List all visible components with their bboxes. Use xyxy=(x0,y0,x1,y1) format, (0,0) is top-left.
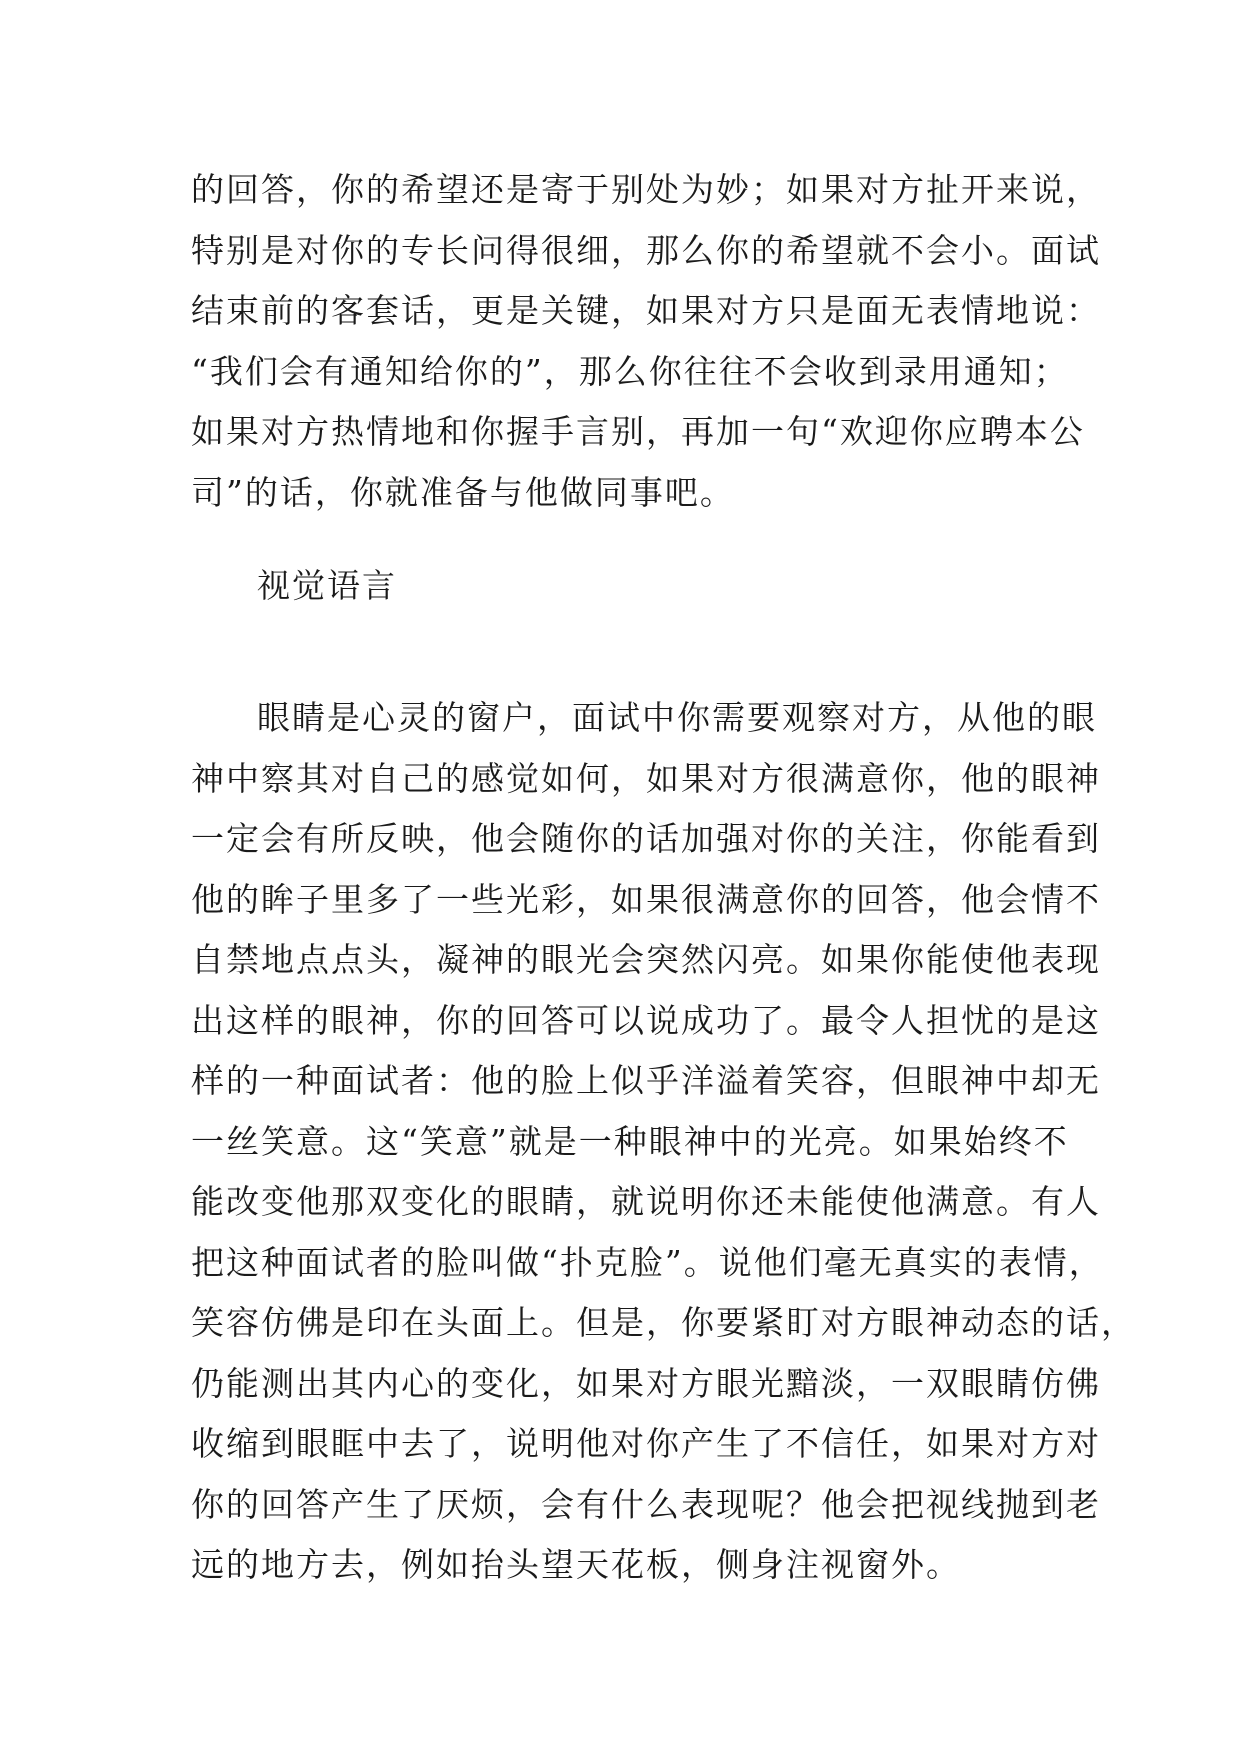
paragraph-line: 笑容仿佛是印在头面上。但是，你要紧盯对方眼神动态的话， xyxy=(191,1303,1136,1342)
paragraph-line: 远的地方去，例如抬头望天花板，侧身注视窗外。 xyxy=(191,1545,961,1584)
paragraph-line: 一丝笑意。这“笑意”就是一种眼神中的光亮。如果始终不 xyxy=(191,1121,1069,1161)
paragraph-line: 仍能测出其内心的变化，如果对方眼光黯淡，一双眼睛仿佛 xyxy=(191,1363,1101,1403)
paragraph-continued xyxy=(191,160,1101,523)
paragraph-line: 的回答，你的希望还是寄于别处为妙；如果对方扯开来说， xyxy=(191,170,1101,209)
paragraph-visual-language xyxy=(191,688,1136,1596)
paragraph-line: 一定会有所反映，他会随你的话加强对你的关注，你能看到 xyxy=(191,819,1101,858)
paragraph-line: 出这样的眼神，你的回答可以说成功了。最令人担忧的是这 xyxy=(191,1000,1101,1040)
paragraph-line: 司”的话，你就准备与他做同事吧。 xyxy=(191,472,735,512)
paragraph-line: 神中察其对自己的感觉如何，如果对方很满意你，他的眼神 xyxy=(191,758,1101,798)
paragraph-line: 眼睛是心灵的窗户，面试中你需要观察对方，从他的眼 xyxy=(257,698,1097,737)
paragraph-line: 结束前的客套话，更是关键，如果对方只是面无表情地说： xyxy=(191,291,1101,330)
paragraph-line: 收缩到眼眶中去了，说明他对你产生了不信任，如果对方对 xyxy=(191,1424,1101,1463)
section-heading: 视觉语言 xyxy=(257,566,397,605)
paragraph-line: 能改变他那双变化的眼睛，就说明你还未能使他满意。有人 xyxy=(191,1182,1101,1221)
section-heading-block xyxy=(191,556,1053,617)
paragraph-line: 自禁地点点头，凝神的眼光会突然闪亮。如果你能使他表现 xyxy=(191,940,1101,979)
paragraph-line: 你的回答产生了厌烦，会有什么表现呢？他会把视线抛到老 xyxy=(191,1484,1101,1524)
paragraph-line: “我们会有通知给你的”，那么你往往不会收到录用通知； xyxy=(191,351,1069,391)
paragraph-line: 把这种面试者的脸叫做“扑克脸”。说他们毫无真实的表情， xyxy=(191,1242,1104,1282)
paragraph-line: 样的一种面试者：他的脸上似乎洋溢着笑容，但眼神中却无 xyxy=(191,1061,1101,1100)
paragraph-line: 特别是对你的专长问得很细，那么你的希望就不会小。面试 xyxy=(191,230,1101,270)
paragraph-line: 如果对方热情地和你握手言别，再加一句“欢迎你应聘本公 xyxy=(191,412,1085,451)
paragraph-line: 他的眸子里多了一些光彩，如果很满意你的回答，他会情不 xyxy=(191,879,1101,919)
